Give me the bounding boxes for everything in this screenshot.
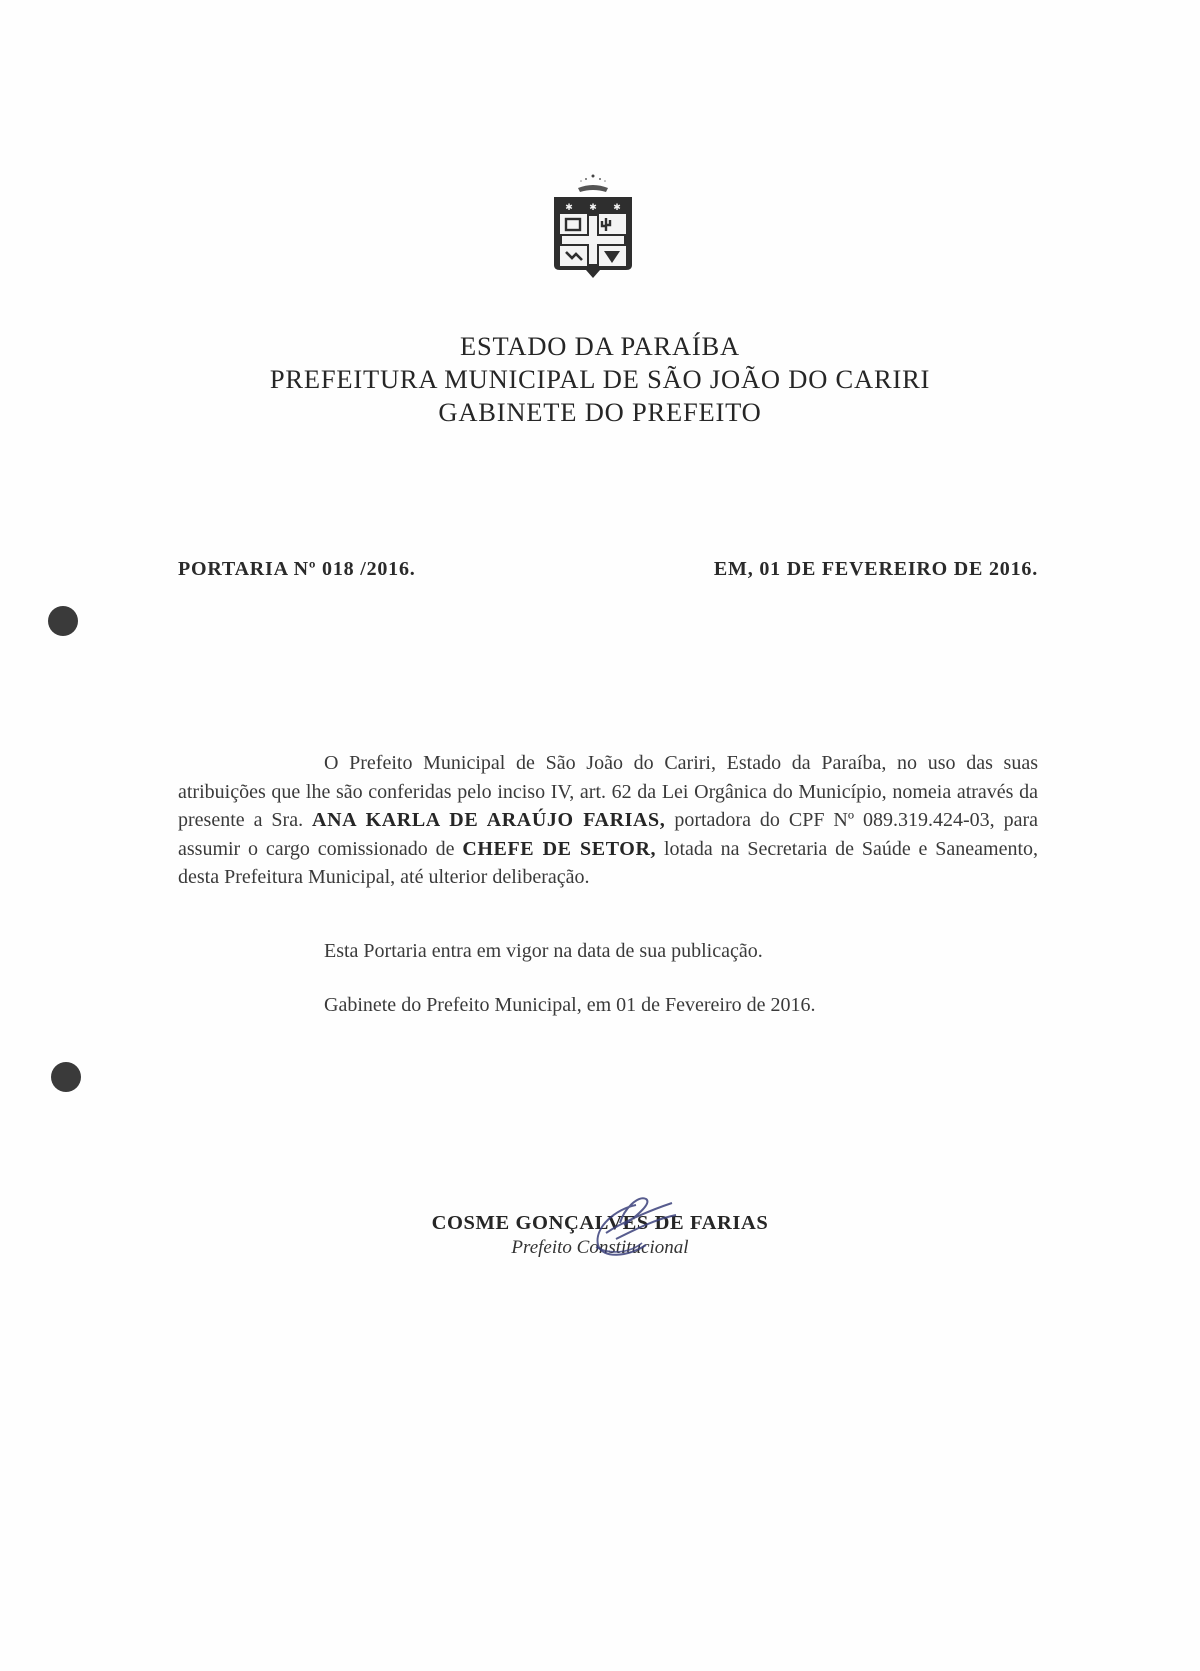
document-header (0, 330, 1200, 429)
punch-hole (51, 1062, 81, 1092)
svg-text:✱: ✱ (613, 203, 621, 213)
ordinance-number: PORTARIA Nº 018 /2016. (178, 558, 416, 580)
appointee-name: ANA KARLA DE ARAÚJO FARIAS, (312, 809, 666, 831)
handwritten-signature-icon (576, 1195, 686, 1265)
ordinance-date: EM, 01 DE FEVEREIRO DE 2016. (713, 558, 1038, 580)
signatory-name: COSME GONÇALVES DE FARIAS (431, 1212, 769, 1234)
municipality-name: PREFEITURA MUNICIPAL DE SÃO JOÃO DO CARIRI (269, 364, 931, 394)
office-name: GABINETE DO PREFEITO (438, 397, 762, 427)
svg-text:✱: ✱ (589, 203, 597, 213)
main-paragraph (178, 749, 1038, 892)
closing-line: Gabinete do Prefeito Municipal, em 01 de Fevereiro de 2016. (324, 994, 816, 1016)
punch-hole (48, 606, 78, 636)
state-name: ESTADO DA PARAÍBA (460, 331, 740, 361)
paragraph-text: portadora do CPF Nº 089.319.424-03, para assumir o cargo comissionado de (178, 809, 1039, 860)
signatory-title: Prefeito Constitucional (511, 1237, 689, 1258)
coat-of-arms-icon (548, 170, 638, 290)
position-title: CHEFE DE SETOR, (462, 837, 657, 860)
ordinance-body (178, 749, 1038, 892)
paragraph-text: O Prefeito Municipal de São João do Cariri, Estado da Paraíba, no uso das suas atribuições que lhe são conferidas pelo inciso IV, art. 62 da Lei Orgânica do Município, nomeia através da presente a Sra. (178, 752, 1038, 831)
svg-text:✱: ✱ (565, 203, 573, 213)
effective-clause: Esta Portaria entra em vigor na data de sua publicação. (324, 940, 763, 962)
paragraph-text: lotada na Secretaria de Saúde e Saneamento, desta Prefeitura Municipal, até ulterior deliberação. (178, 837, 1039, 888)
